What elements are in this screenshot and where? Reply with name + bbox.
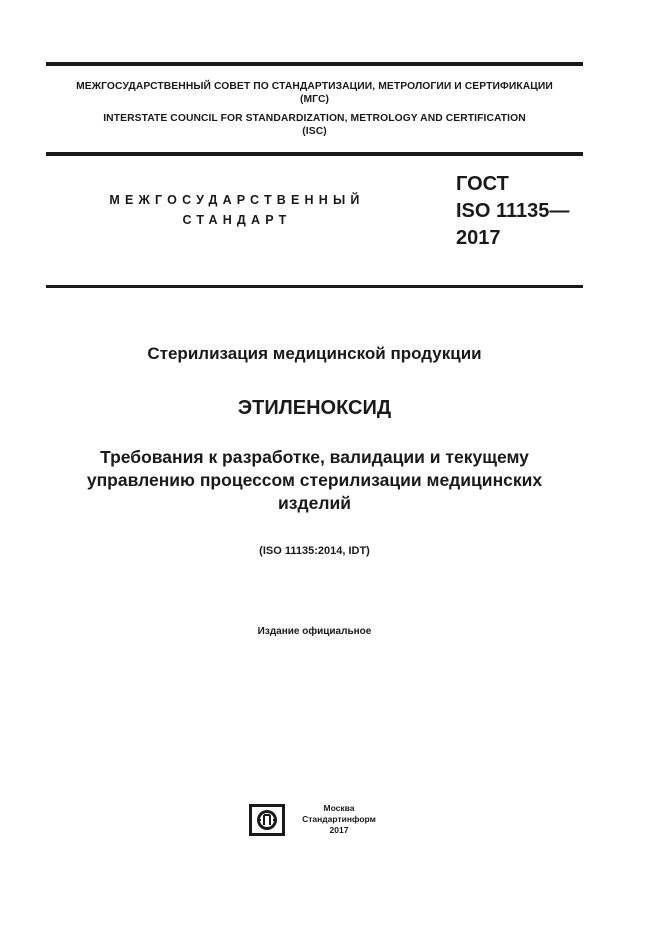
council-en-abbr: (ISC) (302, 126, 327, 137)
standartinform-logo-icon (249, 804, 285, 836)
interstate-label-line1: МЕЖГОСУДАРСТВЕННЫЙ (109, 193, 365, 207)
publisher-info (296, 803, 382, 836)
gost-number (456, 171, 569, 252)
document-title: Стерилизация медицинской продукции (147, 344, 482, 363)
document-subtitle: ЭТИЛЕНОКСИД (237, 397, 392, 419)
council-name-en (46, 112, 583, 138)
document-description: Требования к разработке, валидации и текущему управлению процессом стерилизации медицинских изделий (86, 447, 543, 513)
council-name-ru (46, 80, 583, 106)
gost-iso-code: ISO 11135— (456, 200, 570, 222)
council-en-line1: INTERSTATE COUNCIL FOR STANDARDIZATION, METROLOGY AND CERTIFICATION (103, 113, 526, 124)
council-ru-abbr: (МГС) (299, 94, 330, 105)
edition-note: Издание официальное (257, 626, 372, 637)
interstate-label-line2: СТАНДАРТ (182, 213, 292, 227)
publisher-name: Стандартинформ (302, 814, 376, 824)
publisher-year: 2017 (329, 825, 349, 835)
publisher-city: Москва (323, 803, 355, 813)
identical-standard-ref: (ISO 11135:2014, IDT) (259, 545, 370, 557)
council-ru-line1: МЕЖГОСУДАРСТВЕННЫЙ СОВЕТ ПО СТАНДАРТИЗАЦИИ, МЕТРОЛОГИИ И СЕРТИФИКАЦИИ (76, 81, 553, 92)
middle-rule (46, 152, 583, 156)
gost-label: ГОСТ (456, 173, 509, 195)
top-rule (46, 62, 583, 66)
bottom-rule (46, 285, 583, 288)
gost-year: 2017 (456, 227, 501, 249)
